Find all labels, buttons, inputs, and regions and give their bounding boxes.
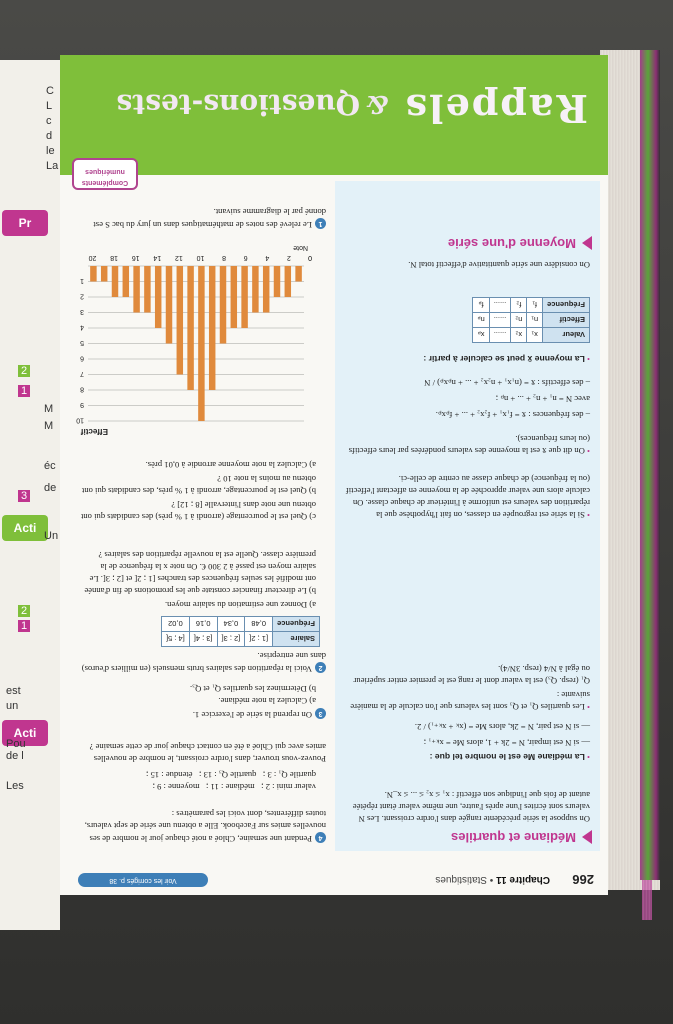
left-tab-probleme: Pr bbox=[2, 210, 48, 236]
left-fragment: éc bbox=[44, 460, 56, 472]
q3-b: b) Déterminez les quartiles Q₁ et Q₃. bbox=[189, 684, 316, 694]
mediane-p6: Q₁ (resp. Q₃) est la valeur dont le rang est le premier entier supérieur ou égal à N/4 (resp. 3N/4). bbox=[353, 664, 590, 686]
corriges-link[interactable]: Voir les corrigés p. 38 bbox=[78, 873, 208, 887]
x-tick-label: 16 bbox=[131, 254, 140, 261]
moyenne-intro: On considère une série quantitative d'effectif total N. bbox=[408, 260, 590, 270]
left-fragment: 2 bbox=[18, 365, 30, 377]
left-fragment: C bbox=[46, 85, 54, 97]
table-cell: ...... bbox=[489, 313, 511, 328]
x-tick-label: 20 bbox=[88, 254, 97, 261]
table-cell: xₚ bbox=[473, 328, 489, 343]
q3-text: 3On reprend la série de l'exercice 1. bbox=[76, 708, 326, 721]
rappels-banner bbox=[60, 55, 608, 175]
moyenne-def6: • Si la série est regroupée en classes, on fait l'hypothèse que la répartition des valeurs est uniforme à l'intérieur de chaque classe. On calcule alors une valeur approchée de la moyenne en affectant l'effectif (ou la fréquence) de chaque classe au centre de celle-ci. bbox=[345, 474, 590, 520]
y-tick-label: 7 bbox=[80, 370, 84, 377]
bar bbox=[112, 266, 118, 297]
moyenne-def2: – des effectifs : x̄ = (n₁x₁ + n₂x₂ + ... + nₚxₚ) / N bbox=[424, 378, 590, 388]
x-tick-label: 14 bbox=[153, 254, 162, 261]
salaire-table bbox=[161, 616, 320, 647]
x-tick-label: 0 bbox=[308, 254, 312, 261]
q2-a: a) Donnez une estimation du salaire moyen. bbox=[164, 600, 316, 610]
left-fragment: 3 bbox=[18, 490, 30, 502]
left-fragment: le bbox=[46, 145, 55, 157]
table-cell: Fréquence bbox=[543, 298, 590, 313]
chart-y-label: Effectif bbox=[80, 427, 108, 436]
table-cell: ...... bbox=[489, 328, 511, 343]
y-tick-label: 8 bbox=[80, 385, 84, 393]
left-fragment: 1 bbox=[18, 620, 30, 632]
left-fragment: M bbox=[44, 420, 54, 432]
table-row bbox=[473, 298, 590, 313]
table-cell: 0,34 bbox=[217, 617, 245, 632]
chapter-label: Chapitre 11 • Statistiques bbox=[435, 874, 550, 885]
mediane-p2: • La médiane Me est le nombre tel que : bbox=[429, 752, 590, 762]
x-tick-label: 2 bbox=[286, 254, 291, 261]
bar bbox=[166, 266, 172, 344]
bar bbox=[263, 266, 269, 313]
moyenne-def1: • La moyenne x̄ peut se calculer à partir : bbox=[423, 354, 590, 364]
section-title-mediane: Médiane et quartiles bbox=[451, 830, 592, 845]
table-row bbox=[473, 328, 590, 343]
table-row bbox=[473, 313, 590, 328]
x-tick-label: 8 bbox=[222, 254, 226, 261]
bar bbox=[241, 266, 247, 328]
left-fragment: M bbox=[44, 403, 54, 415]
y-tick-label: 3 bbox=[80, 308, 84, 315]
table-row bbox=[162, 617, 320, 632]
x-tick-label: 6 bbox=[243, 254, 248, 261]
rappels-box bbox=[335, 181, 600, 851]
x-tick-label: 18 bbox=[110, 254, 118, 261]
q4-params: valeur mini : 2 ; médiane : 11 ; moyenne : 9 ; quartile Q₁ : 3 ; quartile Q₃ : 13 ; étendue : 15 ; bbox=[146, 770, 316, 792]
bar bbox=[295, 266, 301, 282]
table-cell: 0,48 bbox=[245, 617, 273, 632]
table-cell: Salaire bbox=[273, 632, 320, 647]
left-fragment: 2 bbox=[18, 605, 30, 617]
table-cell: n₂ bbox=[511, 313, 527, 328]
chart-x-ticks bbox=[89, 254, 312, 261]
textbook-page bbox=[60, 55, 608, 895]
book-cover-edge bbox=[640, 50, 660, 880]
chart-y-ticks bbox=[76, 277, 84, 424]
y-tick-label: 6 bbox=[80, 354, 84, 362]
left-fragment: 1 bbox=[18, 385, 30, 397]
q1-text: 1Le relevé des notes de mathématiques dans un jury du bac S est donné par le diagramme suivant. bbox=[93, 207, 326, 230]
triangle-icon bbox=[582, 237, 592, 251]
y-tick-label: 5 bbox=[80, 339, 84, 346]
left-fragment: c bbox=[46, 115, 52, 127]
mediane-p1: On suppose la série précédente rangée dans l'ordre croissant. Les N valeurs sont écrites l'une après l'autre, une même valeur étant répétée autant de fois que l'indique son effectif : x₁ ≤ x₂ ≤ ... ≤ x_N. bbox=[352, 790, 590, 824]
complements-numeriques-badge[interactable]: Compléments numériques bbox=[72, 158, 138, 190]
bar bbox=[101, 266, 107, 282]
q3-a: a) Calculez la note médiane. bbox=[218, 696, 316, 706]
left-tab-activite-1: Acti bbox=[2, 720, 48, 746]
bar bbox=[231, 266, 237, 328]
table-cell: [3 ; 4[ bbox=[189, 632, 217, 647]
bar bbox=[198, 266, 204, 421]
x-tick-label: 12 bbox=[175, 254, 183, 261]
table-cell: Fréquence bbox=[273, 617, 320, 632]
left-fragment: L bbox=[46, 100, 53, 112]
banner-ampersand: & bbox=[366, 90, 388, 119]
y-tick-label: 10 bbox=[76, 416, 84, 424]
bar bbox=[133, 266, 139, 313]
table-cell: f₂ bbox=[511, 298, 527, 313]
table-cell: n₁ bbox=[527, 313, 543, 328]
q1-c: c) Quel est le pourcentage (arrondi à 1 % près) des candidats qui ont obtenu une note dans l'intervalle [8 ; 12] ? bbox=[80, 500, 316, 522]
moyenne-def5: • On dit que x̄ est la moyenne des valeurs pondérées par leurs effectifs (ou leurs fréquences). bbox=[348, 434, 590, 456]
table-cell: x₂ bbox=[511, 328, 527, 343]
bar bbox=[123, 266, 129, 297]
table-cell: nₚ bbox=[473, 313, 489, 328]
moyenne-def4: – des fréquences : x̄ = f₁x₁ + f₂x₂ + ... + fₚxₚ. bbox=[435, 410, 590, 420]
table-cell: fₚ bbox=[473, 298, 489, 313]
questions-column bbox=[68, 181, 330, 851]
chart-x-label: Note bbox=[293, 244, 308, 251]
table-cell: f₁ bbox=[527, 298, 543, 313]
bar bbox=[187, 266, 193, 390]
bar bbox=[252, 266, 258, 313]
q4-text: 4Pendant une semaine, Chloé a noté chaque jour le nombre de ses nouvelles amies sur Facebook. Elle a obtenu une série de sept valeurs, toutes différentes, dont voici les paramètres : bbox=[84, 809, 326, 844]
triangle-icon bbox=[582, 831, 592, 845]
left-fragment: est bbox=[6, 685, 21, 697]
table-cell: [2 ; 3[ bbox=[217, 632, 245, 647]
q1-b: b) Quel est le pourcentage, arrondi à 1 % près, des candidats qui ont obtenu au moins la note 10 ? bbox=[81, 474, 316, 496]
bar bbox=[177, 266, 183, 375]
table-cell: 0,16 bbox=[189, 617, 217, 632]
y-tick-label: 4 bbox=[80, 323, 84, 331]
q4-end: Pouvez-vous trouver, dans l'ordre croissant, le nombre de nouvelles amies avec qui Chloé a été en contact chaque jour de cette semaine ? bbox=[89, 742, 326, 764]
left-fragment: de l bbox=[6, 750, 24, 762]
rotated-page-content bbox=[60, 55, 608, 895]
table-cell: 0,02 bbox=[162, 617, 190, 632]
bar bbox=[209, 266, 215, 390]
bar bbox=[90, 266, 96, 282]
banner-subtitle: Questions-tests bbox=[116, 88, 360, 121]
bar bbox=[285, 266, 291, 297]
table-row bbox=[162, 632, 320, 647]
left-fragment: Les bbox=[6, 780, 24, 792]
left-fragment: Un bbox=[44, 530, 59, 542]
moyenne-table bbox=[472, 297, 590, 343]
y-tick-label: 9 bbox=[80, 401, 84, 408]
bar bbox=[220, 266, 226, 344]
left-tab-activite-2: Acti bbox=[2, 515, 48, 541]
left-fragment: de bbox=[44, 482, 57, 494]
left-fragment: d bbox=[46, 130, 53, 142]
left-fragment: La bbox=[46, 160, 59, 172]
mediane-p5: • Les quartiles Q₁ et Q₃ sont les valeurs que l'on calcule de la manière suivante : bbox=[350, 690, 590, 712]
table-cell: x₁ bbox=[527, 328, 543, 343]
table-cell: [1 ; 2[ bbox=[245, 632, 273, 647]
left-page bbox=[0, 60, 60, 930]
table-cell: [4 ; 5[ bbox=[162, 632, 190, 647]
x-tick-label: 10 bbox=[196, 254, 205, 261]
bar bbox=[274, 266, 280, 297]
q2-text: 2Voici la répartition des salaires bruts mensuels (en milliers d'euros) dans une entreprise. bbox=[81, 651, 326, 674]
banner-title: Rappels bbox=[403, 86, 588, 131]
q2-b: b) Le directeur financier constate que les promotions de fin d'année ont modifié les seules fréquences des tranches [1 ; 2[ et [2 ; 3[. Le salaire moyen est passé à 2 300 €. On note x la fréquence de la première classe. Quelle est la nouvelle répartition des salaires ? bbox=[84, 550, 316, 596]
moyenne-def3: avec N = n₁ + n₂ + ... + nₚ ; bbox=[495, 394, 590, 404]
table-cell: Effectif bbox=[543, 313, 590, 328]
table-cell: ...... bbox=[489, 298, 511, 313]
chart-grid bbox=[88, 266, 304, 421]
mediane-p3: — si N est impair, N = 2k + 1, alors Me = xₖ₊₁ ; bbox=[423, 738, 590, 748]
bar bbox=[144, 266, 150, 313]
left-fragment: un bbox=[6, 700, 19, 712]
section-title-moyenne: Moyenne d'une série bbox=[448, 236, 592, 251]
bar bbox=[155, 266, 161, 328]
notes-bar-chart bbox=[74, 241, 324, 451]
x-tick-label: 4 bbox=[265, 254, 270, 261]
table-cell: Valeur bbox=[543, 328, 590, 343]
page-number: 266 bbox=[572, 872, 594, 887]
mediane-p4: — si N est pair, N = 2k, alors Me = (xₖ + xₖ₊₁) / 2. bbox=[414, 722, 590, 732]
q1-a: a) Calculez la note moyenne arrondie à 0,01 près. bbox=[145, 460, 316, 470]
y-tick-label: 2 bbox=[80, 292, 84, 300]
y-tick-label: 1 bbox=[80, 277, 84, 284]
left-fragment: Pou bbox=[6, 738, 26, 750]
